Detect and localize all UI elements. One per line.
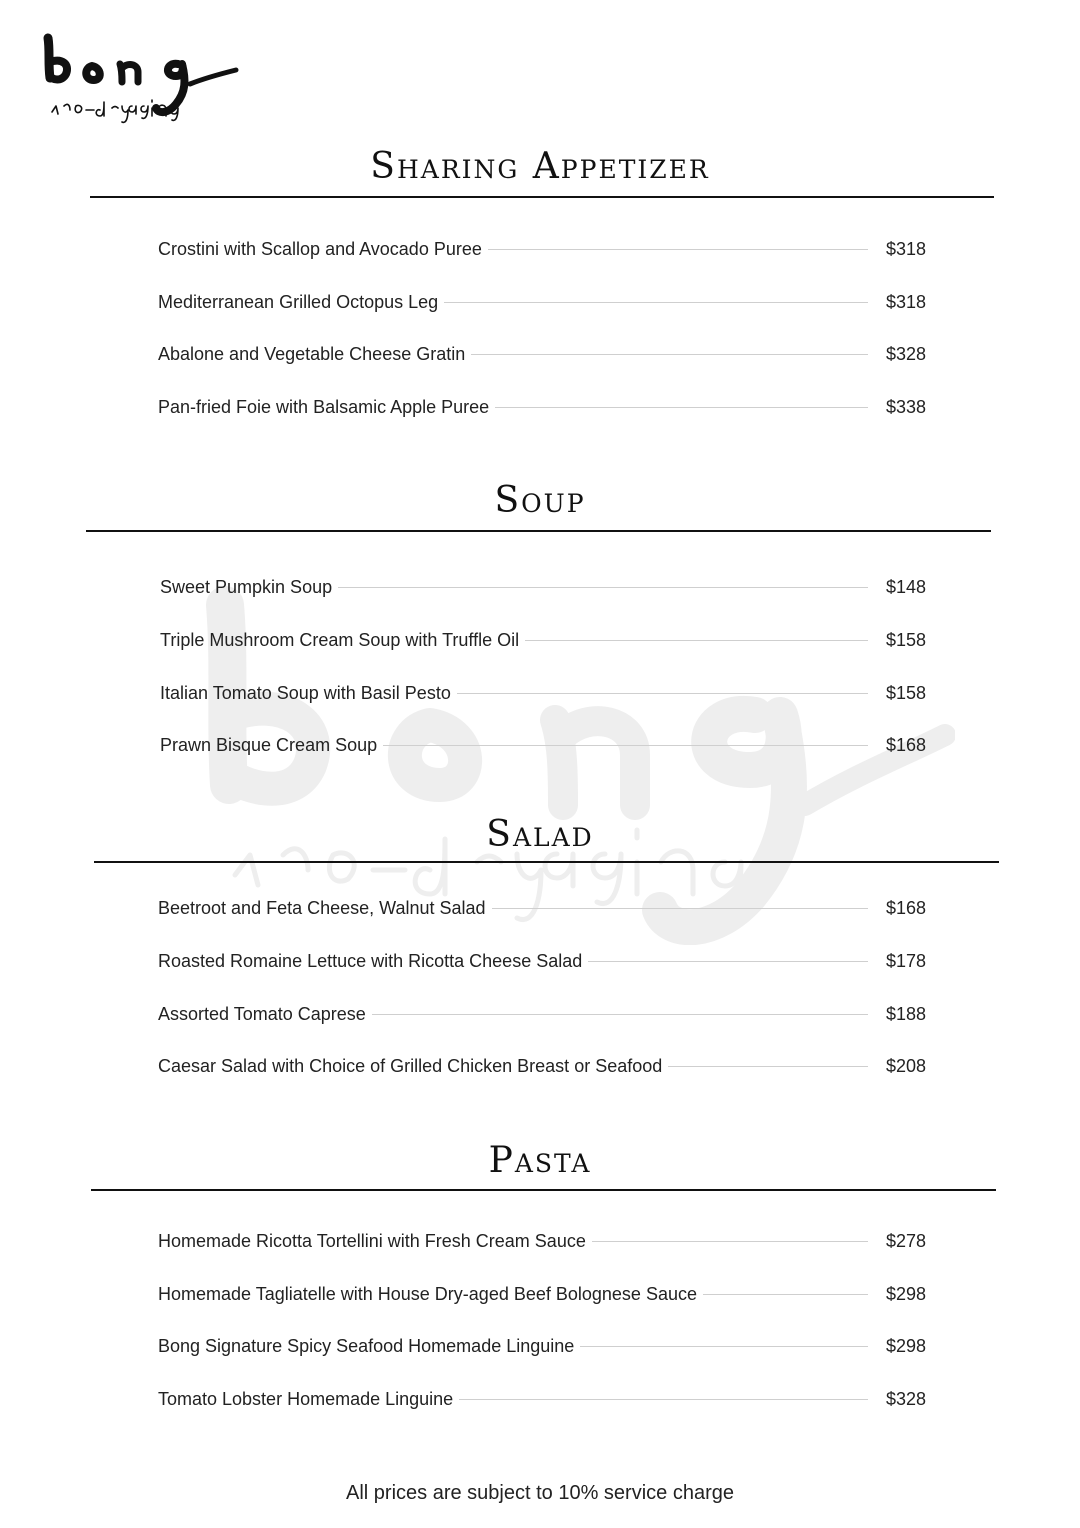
section-title: Pasta xyxy=(488,1140,592,1181)
menu-item-name: Caesar Salad with Choice of Grilled Chicken Breast or Seafood xyxy=(158,1055,663,1076)
dotted-leader xyxy=(580,1346,868,1347)
dotted-leader xyxy=(492,908,868,909)
menu-item-price: $148 xyxy=(886,576,927,597)
dotted-leader xyxy=(459,1399,868,1400)
menu-item xyxy=(158,893,928,923)
menu-item-price: $188 xyxy=(886,1003,927,1024)
dotted-leader xyxy=(592,1241,868,1242)
menu-item-price: $318 xyxy=(886,238,927,259)
section-divider xyxy=(94,861,999,863)
section-divider xyxy=(91,1189,996,1191)
dotted-leader xyxy=(588,961,868,962)
menu-item-price: $178 xyxy=(886,950,927,971)
menu-item-price: $328 xyxy=(886,1388,927,1409)
menu-item-name: Homemade Ricotta Tortellini with Fresh Cream Sauce xyxy=(158,1230,586,1251)
menu-item-price: $298 xyxy=(886,1335,927,1356)
menu-item-name: Beetroot and Feta Cheese, Walnut Salad xyxy=(158,897,486,918)
menu-item-price: $338 xyxy=(886,396,927,417)
menu-item xyxy=(158,339,928,369)
dotted-leader xyxy=(444,302,868,303)
menu-item-price: $318 xyxy=(886,291,927,312)
menu-item-price: $208 xyxy=(886,1055,927,1076)
dotted-leader xyxy=(525,640,868,641)
section-divider xyxy=(86,530,991,532)
menu-item xyxy=(158,234,928,264)
menu-item-price: $158 xyxy=(886,629,927,650)
dotted-leader xyxy=(495,407,868,408)
menu-item-name: Assorted Tomato Caprese xyxy=(158,1003,366,1024)
service-charge-note: All prices are subject to 10% service charge xyxy=(346,1482,734,1504)
menu-item-name: Triple Mushroom Cream Soup with Truffle Oil xyxy=(160,629,520,650)
menu-item-name: Italian Tomato Soup with Basil Pesto xyxy=(160,682,451,703)
dotted-leader xyxy=(372,1014,868,1015)
menu-item xyxy=(158,1279,928,1309)
dotted-leader xyxy=(488,249,868,250)
menu-item-name: Pan-fried Foie with Balsamic Apple Puree xyxy=(158,396,490,417)
menu-item xyxy=(158,999,928,1029)
section-title: Salad xyxy=(486,814,594,855)
menu-item xyxy=(160,678,928,708)
menu-item-price: $168 xyxy=(886,897,927,918)
menu-item xyxy=(158,287,928,317)
menu-item xyxy=(160,572,928,602)
menu-item-name: Homemade Tagliatelle with House Dry-aged Beef Bolognese Sauce xyxy=(158,1283,697,1304)
menu-item xyxy=(158,1331,928,1361)
menu-item-name: Sweet Pumpkin Soup xyxy=(160,576,333,597)
menu-item-name: Roasted Romaine Lettuce with Ricotta Cheese Salad xyxy=(158,950,583,971)
dotted-leader xyxy=(383,745,868,746)
menu-item-name: Prawn Bisque Cream Soup xyxy=(160,734,378,755)
section-divider xyxy=(90,196,994,198)
dotted-leader xyxy=(471,354,868,355)
dotted-leader xyxy=(668,1066,868,1067)
menu-item-price: $168 xyxy=(886,734,927,755)
dotted-leader xyxy=(457,693,868,694)
section-title: Soup xyxy=(494,480,586,521)
section-title: Sharing Appetizer xyxy=(370,146,710,187)
menu-item xyxy=(160,625,928,655)
bong-logo xyxy=(40,30,245,135)
menu-item-name: Abalone and Vegetable Cheese Gratin xyxy=(158,343,466,364)
menu-item-price: $298 xyxy=(886,1283,927,1304)
menu-item xyxy=(158,1384,928,1414)
menu-item-price: $328 xyxy=(886,343,927,364)
menu-item xyxy=(158,1226,928,1256)
menu-item-price: $278 xyxy=(886,1230,927,1251)
menu-item-name: Tomato Lobster Homemade Linguine xyxy=(158,1388,454,1409)
menu-item-price: $158 xyxy=(886,682,927,703)
menu-item xyxy=(158,946,928,976)
menu-item-name: Crostini with Scallop and Avocado Puree xyxy=(158,238,482,259)
dotted-leader xyxy=(338,587,868,588)
menu-item xyxy=(158,1051,928,1081)
dotted-leader xyxy=(703,1294,868,1295)
menu-item xyxy=(158,392,928,422)
menu-item-name: Mediterranean Grilled Octopus Leg xyxy=(158,291,439,312)
menu-item-name: Bong Signature Spicy Seafood Homemade Linguine xyxy=(158,1335,575,1356)
menu-item xyxy=(160,730,928,760)
